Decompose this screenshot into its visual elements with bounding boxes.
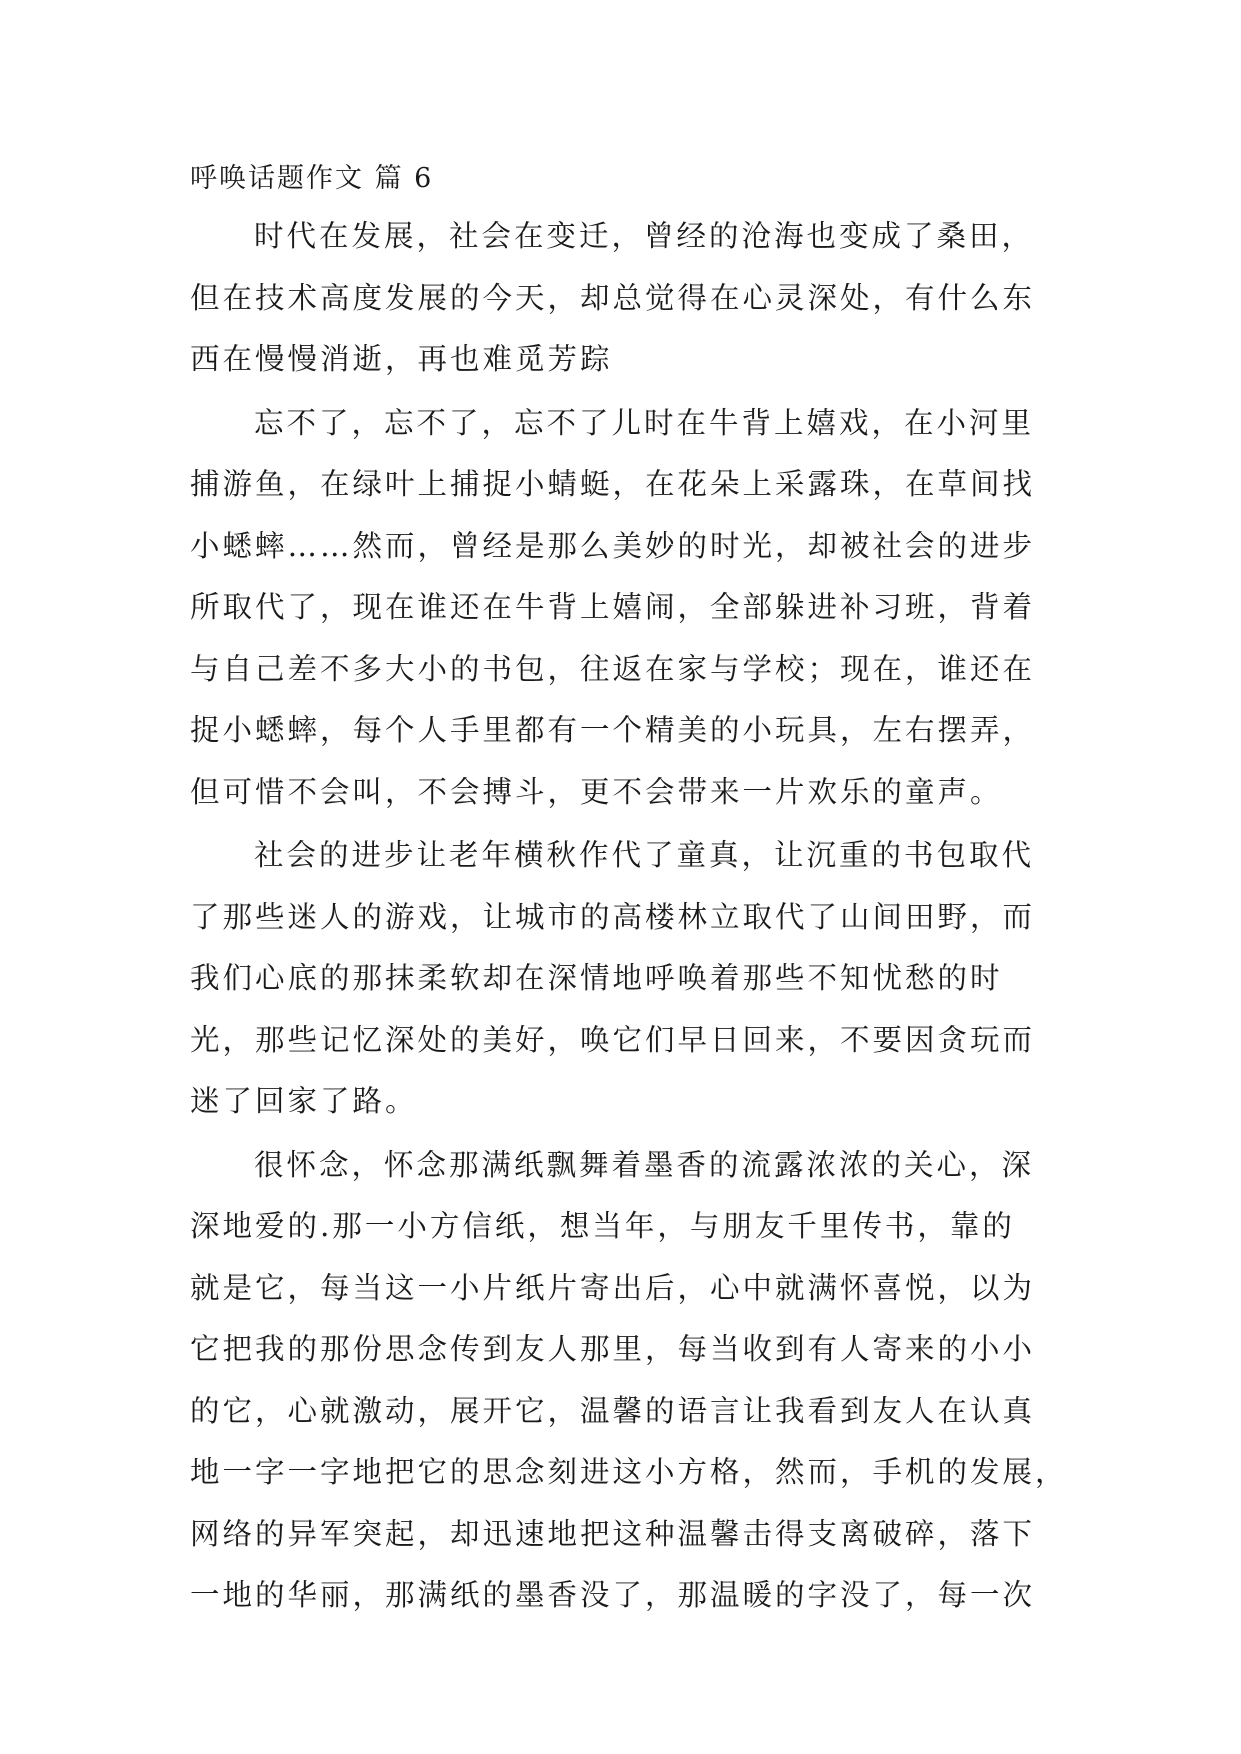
text-line: 但在技术高度发展的今天，却总觉得在心灵深处，有什么东	[190, 280, 1036, 315]
text-line: 深地爱的.那一小方信纸，想当年，与朋友千里传书，靠的	[190, 1209, 1015, 1243]
paragraph-1	[190, 206, 1070, 391]
text-line: 与自己差不多大小的书包，往返在家与学校；现在，谁还在	[190, 651, 1036, 686]
text-line: 捕游鱼，在绿叶上捕捉小蜻蜓，在花朵上采露珠，在草间找	[190, 467, 1036, 501]
text-line: 所取代了，现在谁还在牛背上嬉闹，全部躲进补习班，背着	[190, 590, 1036, 624]
text-line: 光，那些记忆深处的美好，唤它们早日回来，不要因贪玩而	[190, 1022, 1036, 1057]
text-line: 忘不了，忘不了，忘不了儿时在牛背上嬉戏，在小河里	[254, 405, 1035, 440]
document-page	[190, 160, 1070, 1629]
text-line: 迷了回家了路。	[190, 1084, 418, 1118]
text-line: 网络的异军突起，却迅速地把这种温馨击得支离破碎，落下	[190, 1516, 1036, 1551]
text-line: 但可惜不会叫，不会搏斗，更不会带来一片欢乐的童声。	[190, 774, 1003, 809]
text-line: 西在慢慢消逝，再也难觅芳踪	[190, 342, 613, 376]
paragraph-3	[190, 825, 1070, 1133]
text-line: 很怀念，怀念那满纸飘舞着墨香的流露浓浓的关心，深	[254, 1147, 1035, 1182]
text-line: 的它，心就激动，展开它，温馨的语言让我看到友人在认真	[190, 1393, 1036, 1428]
text-line: 它把我的那份思念传到友人那里，每当收到有人寄来的小小	[190, 1332, 1036, 1366]
text-line: 一地的华丽，那满纸的墨香没了，那温暖的字没了，每一次	[190, 1578, 1036, 1612]
text-line: 就是它，每当这一小片纸片寄出后，心中就满怀喜悦，以为	[190, 1270, 1036, 1305]
text-line: 地一字一字地把它的思念刻进这小方格，然而，手机的发展，	[190, 1455, 1068, 1489]
text-line: 捉小蟋蟀，每个人手里都有一个精美的小玩具，左右摆弄，	[190, 713, 1036, 747]
text-line: 了那些迷人的游戏，让城市的高楼林立取代了山间田野，而	[190, 899, 1036, 934]
paragraph-4	[190, 1135, 1070, 1627]
document-title: 呼唤话题作文 篇 6	[190, 163, 434, 194]
text-line: 我们心底的那抹柔软却在深情地呼唤着那些不知忧愁的时	[190, 961, 1003, 995]
text-line: 社会的进步让老年横秋作代了童真，让沉重的书包取代	[254, 838, 1035, 872]
paragraph-2	[190, 393, 1070, 824]
text-line: 小蟋蟀……然而，曾经是那么美妙的时光，却被社会的进步	[190, 528, 1036, 563]
text-line: 时代在发展，社会在变迁，曾经的沧海也变成了桑田，	[254, 219, 1035, 253]
